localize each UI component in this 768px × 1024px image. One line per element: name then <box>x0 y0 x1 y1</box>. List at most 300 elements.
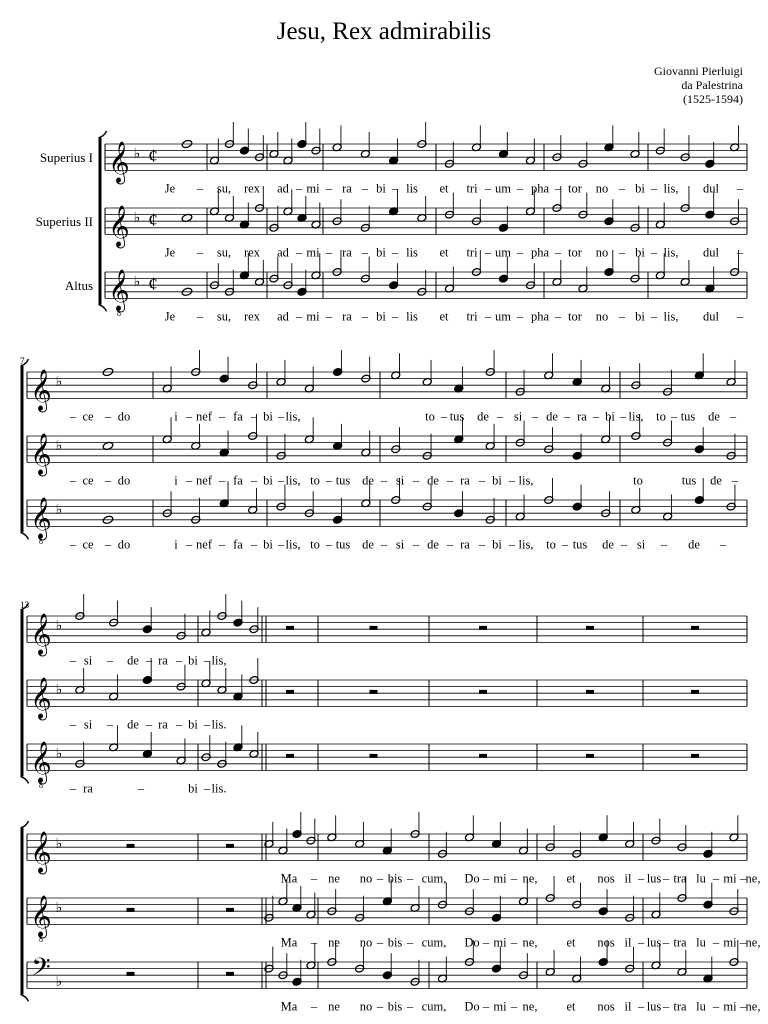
lyric-syllable: Ma <box>280 999 298 1014</box>
rest-icon <box>586 690 594 694</box>
treble-clef-icon: 𝄞 <box>30 614 52 654</box>
lyric-syllable: dul <box>703 309 719 324</box>
lyric-syllable: – <box>325 181 333 196</box>
lyric-syllable: tra <box>673 871 687 886</box>
key-flat-icon: ♭ <box>133 147 141 162</box>
treble-clef-icon: 𝄞 <box>30 678 52 718</box>
lyric-syllable: – <box>484 309 492 324</box>
lyric-syllable: – <box>650 181 658 196</box>
lyric-syllable: lis, <box>518 473 534 488</box>
lyric-syllable: tor <box>568 245 582 260</box>
rest-icon <box>691 626 699 630</box>
staff <box>65 250 747 323</box>
lyric-syllable: Ma <box>280 935 298 950</box>
lyric-syllable: no <box>595 309 609 324</box>
lyric-syllable: – <box>391 245 399 260</box>
lyric-syllable: um <box>495 245 511 260</box>
lyric-syllable: il <box>624 935 632 950</box>
staff-system-2 <box>20 350 747 551</box>
lyric-syllable: – <box>561 537 569 552</box>
lyric-syllable: si <box>395 537 405 552</box>
lyric-syllable: um <box>495 181 511 196</box>
time-signature-icon: ¢ <box>148 146 158 167</box>
lyric-syllable: – <box>712 999 720 1014</box>
bracket-hook-bottom <box>21 532 29 539</box>
lyric-syllable: ce <box>82 409 94 424</box>
lyric-syllable: – <box>310 999 318 1014</box>
lyric-syllable: – <box>736 309 744 324</box>
lyric-syllable: fa <box>233 409 243 424</box>
lyric-syllable: lis <box>406 181 418 196</box>
composer-dates: (1525-1594) <box>683 92 743 106</box>
lyric-syllable: lu <box>696 999 706 1014</box>
rest-icon <box>127 972 135 976</box>
lyric-syllable: – <box>325 473 333 488</box>
staff-system-1 <box>36 122 747 323</box>
lyric-syllable: – <box>662 999 670 1014</box>
lyric-syllable: – <box>516 181 524 196</box>
lyric-syllable: bi <box>188 717 198 732</box>
lyric-syllable: lu <box>696 935 706 950</box>
lyric-syllable: mi <box>306 181 320 196</box>
treble-clef-icon: 𝄞 <box>30 370 52 410</box>
rest-icon <box>586 754 594 758</box>
lyric-syllable: bi <box>492 473 502 488</box>
lyric-syllable: – <box>104 473 112 488</box>
staff <box>27 414 747 487</box>
lyric-syllable: ne, <box>522 999 538 1014</box>
lyric-syllable: i <box>174 409 178 424</box>
lyric-syllable: – <box>484 181 492 196</box>
treble-clef-icon: 𝄞 <box>108 142 130 182</box>
lyric-syllable: – <box>482 871 490 886</box>
lyric-syllable: – <box>478 473 486 488</box>
lyric-syllable: – <box>361 309 369 324</box>
staff <box>40 122 747 195</box>
lyric-syllable: tus <box>572 537 588 552</box>
lyric-syllable: tus <box>335 537 351 552</box>
lyric-syllable: – <box>310 935 318 950</box>
lyric-syllable: bi <box>376 181 386 196</box>
bass-clef-icon: 𝄢 <box>31 954 51 987</box>
lyric-syllable: et <box>439 245 449 260</box>
lyric-syllable: il <box>624 999 632 1014</box>
lyric-syllable: – <box>310 871 318 886</box>
lyric-syllable: – <box>106 653 114 668</box>
lyric-syllable: bi <box>263 537 273 552</box>
lyric-syllable: – <box>380 473 388 488</box>
lyric-syllable: – <box>650 245 658 260</box>
lyric-syllable: lus <box>646 935 662 950</box>
lyric-syllable: – <box>277 473 285 488</box>
lyric-syllable: nef <box>196 473 212 488</box>
lyric-syllable: lis, <box>285 537 301 552</box>
octave-marker: 8 <box>39 935 43 944</box>
lyric-syllable: lis, <box>628 409 644 424</box>
lyric-syllable: Do <box>464 935 480 950</box>
treble-clef-icon: 𝄞 <box>30 896 52 936</box>
lyric-syllable: – <box>391 181 399 196</box>
key-flat-icon: ♭ <box>55 439 63 454</box>
lyric-syllable: – <box>563 409 571 424</box>
lyric-syllable: – <box>218 409 226 424</box>
lyric-syllable: ra <box>158 653 168 668</box>
lyric-syllable: fa <box>233 473 243 488</box>
lyric-syllable: ne, <box>745 935 761 950</box>
treble-clef-icon: 𝄞 <box>30 742 52 782</box>
lyric-syllable: – <box>185 473 193 488</box>
lyric-syllable: tus <box>681 473 697 488</box>
lyric-syllable: lu <box>696 871 706 886</box>
time-signature-icon: ¢ <box>148 210 158 231</box>
lyric-syllable: – <box>69 473 77 488</box>
lyric-syllable: ra <box>577 409 587 424</box>
bracket-hook-bottom <box>99 304 107 311</box>
lyric-syllable: to <box>546 537 556 552</box>
lyric-syllable: – <box>510 999 518 1014</box>
lyric-syllable: – <box>106 717 114 732</box>
lyric-syllable: – <box>250 409 258 424</box>
lyric-syllable: – <box>391 309 399 324</box>
lyric-syllable: et <box>439 181 449 196</box>
lyric-syllable: bis <box>387 935 403 950</box>
key-flat-icon: ♭ <box>55 683 63 698</box>
rest-icon <box>479 754 487 758</box>
lyric-syllable: to <box>310 537 320 552</box>
lyric-syllable: rex <box>244 245 260 260</box>
lyric-syllable: nos <box>597 935 615 950</box>
lyric-syllable: bi <box>635 245 645 260</box>
staff-system-4 <box>21 812 761 1013</box>
lyric-syllable: – <box>137 781 145 796</box>
lyric-syllable: – <box>712 871 720 886</box>
lyric-syllable: nos <box>597 871 615 886</box>
lyric-syllable: et <box>566 999 576 1014</box>
lyric-syllable: – <box>482 935 490 950</box>
lyric-syllable: fa <box>233 537 243 552</box>
lyric-syllable: de <box>127 653 139 668</box>
staff <box>36 186 747 259</box>
lyric-syllable: – <box>670 409 678 424</box>
rest-icon <box>286 626 294 630</box>
lyric-syllable: i <box>174 473 178 488</box>
lyric-syllable: Je <box>164 245 176 260</box>
lyric-syllable: de <box>710 473 722 488</box>
lyric-syllable: – <box>719 537 727 552</box>
lyric-syllable: et <box>566 871 576 886</box>
lyric-syllable: lus <box>646 871 662 886</box>
lyric-syllable: bis <box>387 871 403 886</box>
treble-clef-icon: 𝄞 <box>108 206 130 246</box>
lyric-syllable: tri <box>466 245 478 260</box>
rest-icon <box>226 972 234 976</box>
lyric-syllable: – <box>145 653 153 668</box>
lyric-syllable: et <box>566 935 576 950</box>
lyric-syllable: rex <box>244 181 260 196</box>
lyric-syllable: Do <box>464 999 480 1014</box>
lyric-syllable: tra <box>673 999 687 1014</box>
lyric-syllable: – <box>620 537 628 552</box>
lyric-syllable: – <box>510 871 518 886</box>
lyric-syllable: cum, <box>421 999 447 1014</box>
lyric-syllable: – <box>412 537 420 552</box>
lyric-syllable: – <box>69 781 77 796</box>
key-flat-icon: ♭ <box>55 747 63 762</box>
lyric-syllable: de <box>688 537 700 552</box>
octave-marker: 8 <box>39 781 43 790</box>
lyric-syllable: – <box>250 537 258 552</box>
lyric-syllable: de <box>362 473 374 488</box>
lyric-syllable: mi <box>493 999 507 1014</box>
lyric-syllable: de <box>602 537 614 552</box>
lyric-syllable: – <box>196 309 204 324</box>
staff <box>27 478 747 551</box>
lyric-syllable: no <box>595 245 609 260</box>
lyric-syllable: to <box>310 473 320 488</box>
lyric-syllable: – <box>510 935 518 950</box>
lyric-syllable: – <box>739 999 747 1014</box>
bracket-hook-bottom <box>21 994 29 1001</box>
bracket-hook-bottom <box>21 776 29 783</box>
key-flat-icon: ♭ <box>55 375 63 390</box>
lyric-syllable: – <box>203 717 211 732</box>
lyric-syllable: tus <box>335 473 351 488</box>
lyric-syllable: no <box>359 999 373 1014</box>
lyric-syllable: – <box>619 409 627 424</box>
lyric-syllable: il <box>624 871 632 886</box>
lyric-syllable: – <box>446 537 454 552</box>
lyric-syllable: ne, <box>745 999 761 1014</box>
key-flat-icon: ♭ <box>55 901 63 916</box>
lyric-syllable: lis, <box>518 537 534 552</box>
lyric-syllable: – <box>618 181 626 196</box>
lyric-syllable: – <box>376 999 384 1014</box>
lyric-syllable: de <box>427 473 439 488</box>
lyric-syllable: – <box>380 537 388 552</box>
lyric-syllable: ne <box>328 935 340 950</box>
lyric-syllable: lis, <box>211 653 227 668</box>
lyric-syllable: nos <box>597 999 615 1014</box>
lyric-syllable: – <box>412 473 420 488</box>
lyric-syllable: ra <box>342 181 352 196</box>
lyric-syllable: su, <box>216 309 232 324</box>
staff <box>27 725 747 795</box>
lyric-syllable: lis, <box>663 309 679 324</box>
lyric-syllable: – <box>196 181 204 196</box>
lyric-syllable: lis <box>406 309 418 324</box>
lyric-syllable: tus <box>449 409 465 424</box>
lyric-syllable: bi <box>492 537 502 552</box>
measure-number: 7 <box>20 356 25 366</box>
lyric-syllable: – <box>295 245 303 260</box>
lyric-syllable: – <box>218 473 226 488</box>
lyric-syllable: – <box>69 717 77 732</box>
staff <box>27 876 760 949</box>
lyric-syllable: ra <box>158 717 168 732</box>
lyric-syllable: – <box>175 717 183 732</box>
rest-icon <box>370 690 378 694</box>
lyric-syllable: – <box>104 537 112 552</box>
lyric-syllable: tus <box>680 409 696 424</box>
lyric-syllable: ne <box>328 871 340 886</box>
lyric-syllable: – <box>406 871 414 886</box>
score-title: Jesu, Rex admirabilis <box>276 18 492 45</box>
rest-icon <box>286 754 294 758</box>
lyric-syllable: mi <box>723 935 737 950</box>
lyric-syllable: ad <box>277 245 289 260</box>
lyric-syllable: – <box>325 537 333 552</box>
lyric-syllable: lis, <box>285 409 301 424</box>
lyric-syllable: et <box>439 309 449 324</box>
lyric-syllable: – <box>508 473 516 488</box>
lyric-syllable: lis. <box>211 717 227 732</box>
lyric-syllable: – <box>484 245 492 260</box>
lyric-syllable: lus <box>646 999 662 1014</box>
lyric-syllable: ad <box>277 181 289 196</box>
composer-name-line-1: Giovanni Pierluigi <box>654 64 743 78</box>
lyric-syllable: – <box>660 537 668 552</box>
lyric-syllable: i <box>174 537 178 552</box>
lyric-syllable: – <box>637 999 645 1014</box>
lyric-syllable: – <box>406 999 414 1014</box>
bracket-hook-top <box>21 821 29 828</box>
lyric-syllable: – <box>508 537 516 552</box>
rest-icon <box>691 690 699 694</box>
lyric-syllable: – <box>618 245 626 260</box>
lyric-syllable: bi <box>188 781 198 796</box>
rest-icon <box>479 626 487 630</box>
lyric-syllable: – <box>440 409 448 424</box>
rest-icon <box>127 844 135 848</box>
lyric-syllable: Do <box>464 871 480 886</box>
lyric-syllable: – <box>554 309 562 324</box>
lyric-syllable: bi <box>263 473 273 488</box>
lyric-syllable: mi <box>306 309 320 324</box>
lyric-syllable: to <box>633 473 643 488</box>
part-name: Superius I <box>39 150 93 165</box>
lyric-syllable: – <box>376 935 384 950</box>
lyric-syllable: Je <box>164 309 176 324</box>
staff <box>27 658 747 731</box>
lyric-syllable: – <box>554 181 562 196</box>
staff-system-3 <box>20 594 747 795</box>
lyric-syllable: – <box>218 537 226 552</box>
lyric-syllable: – <box>637 935 645 950</box>
lyric-syllable: dul <box>703 181 719 196</box>
lyric-syllable: si <box>513 409 523 424</box>
lyric-syllable: ad <box>277 309 289 324</box>
lyric-syllable: tri <box>466 309 478 324</box>
lyric-syllable: – <box>295 309 303 324</box>
lyric-syllable: – <box>203 781 211 796</box>
rest-icon <box>691 754 699 758</box>
key-flat-icon: ♭ <box>55 503 63 518</box>
lyric-syllable: bi <box>635 181 645 196</box>
staff <box>27 812 760 885</box>
lyric-syllable: – <box>618 309 626 324</box>
part-name: Superius II <box>35 214 93 229</box>
lyric-syllable: – <box>478 537 486 552</box>
octave-marker: 8 <box>39 537 43 546</box>
lyric-syllable: de <box>427 537 439 552</box>
lyric-syllable: to <box>425 409 435 424</box>
time-signature-icon: ¢ <box>148 274 158 295</box>
treble-clef-icon: 𝄞 <box>30 434 52 474</box>
lyric-syllable: mi <box>493 935 507 950</box>
lyric-syllable: de <box>477 409 489 424</box>
key-flat-icon: ♭ <box>55 619 63 634</box>
rest-icon <box>586 626 594 630</box>
lyric-syllable: ra <box>342 245 352 260</box>
lyric-syllable: – <box>69 409 77 424</box>
lyric-syllable: – <box>446 473 454 488</box>
lyric-syllable: – <box>361 245 369 260</box>
lyric-syllable: – <box>295 181 303 196</box>
lyric-syllable: no <box>595 181 609 196</box>
lyric-syllable: bi <box>263 409 273 424</box>
lyric-syllable: lis, <box>663 245 679 260</box>
lyric-syllable: ne, <box>522 871 538 886</box>
lyric-syllable: – <box>175 653 183 668</box>
lyric-syllable: lis <box>406 245 418 260</box>
lyric-syllable: ra <box>460 473 470 488</box>
lyric-syllable: no <box>359 871 373 886</box>
lyric-syllable: – <box>650 309 658 324</box>
lyric-syllable: ra <box>83 781 93 796</box>
rest-icon <box>286 690 294 694</box>
lyric-syllable: de <box>546 409 558 424</box>
lyric-syllable: si <box>83 653 93 668</box>
lyric-syllable: lis. <box>211 781 227 796</box>
lyric-syllable: bi <box>635 309 645 324</box>
lyric-syllable: – <box>662 935 670 950</box>
lyric-syllable: ra <box>460 537 470 552</box>
rest-icon <box>370 626 378 630</box>
lyric-syllable: mi <box>493 871 507 886</box>
lyric-syllable: – <box>277 409 285 424</box>
key-flat-icon: ♭ <box>55 837 63 852</box>
lyric-syllable: – <box>69 653 77 668</box>
lyric-syllable: – <box>516 309 524 324</box>
staff <box>27 350 747 423</box>
lyric-syllable: de <box>127 717 139 732</box>
lyric-syllable: tor <box>568 309 582 324</box>
lyric-syllable: si <box>395 473 405 488</box>
lyric-syllable: – <box>592 409 600 424</box>
lyric-syllable: nef <box>196 537 212 552</box>
lyric-syllable: su, <box>216 181 232 196</box>
lyric-syllable: dul <box>703 245 719 260</box>
lyric-syllable: ne <box>328 999 340 1014</box>
composer-name-line-2: da Palestrina <box>681 78 743 92</box>
rest-icon <box>226 844 234 848</box>
lyric-syllable: su, <box>216 245 232 260</box>
lyric-syllable: – <box>145 717 153 732</box>
rest-icon <box>370 754 378 758</box>
octave-marker: 8 <box>117 309 121 318</box>
lyric-syllable: – <box>736 181 744 196</box>
lyric-syllable: pha <box>530 309 550 324</box>
lyric-syllable: bis <box>387 999 403 1014</box>
lyric-syllable: – <box>731 473 739 488</box>
staff <box>27 940 760 1013</box>
lyric-syllable: pha <box>530 245 550 260</box>
lyric-syllable: – <box>736 245 744 260</box>
lyric-syllable: – <box>361 181 369 196</box>
lyric-syllable: do <box>117 537 131 552</box>
lyric-syllable: ra <box>342 309 352 324</box>
lyric-syllable: – <box>739 871 747 886</box>
